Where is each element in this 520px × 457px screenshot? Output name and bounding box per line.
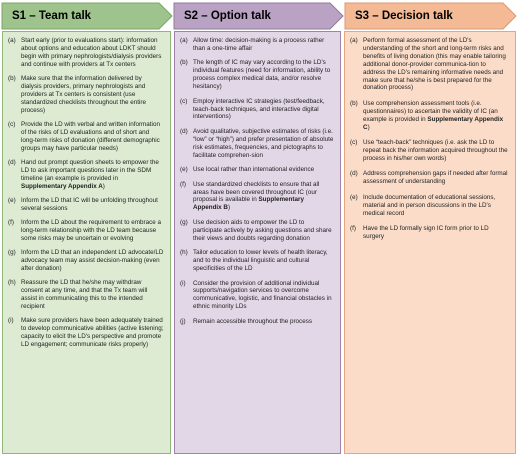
item-text <box>363 225 509 241</box>
item-text-main: Use decision aids to empower the LD to participate actively by asking questions and share their views and doubts regarding donation <box>193 218 332 242</box>
item-text <box>193 37 334 53</box>
appendix-reference: Supplementary Appendix B <box>193 196 304 212</box>
item-label: (e) <box>350 193 358 201</box>
s3-title: S3 – Decision talk <box>355 10 453 22</box>
s3-decision-talk-column <box>344 31 516 454</box>
item-label: (e) <box>8 196 16 204</box>
item-text-main: Employ interactive IC strategies (test/feedback, teach-back techniques, and interactive digital interventions) <box>193 97 325 121</box>
item-text-main: Perform formal assessment of the LD's understanding of the short and long-term risks and benefits of living donation (this may enable tailoring additional donor-provider communica-tion to address the LD's remaining informative needs and make sure that he/she is best prepared for the donation process) <box>363 37 506 92</box>
item-text-main: Use local rather than international evidence <box>193 166 315 174</box>
list-item <box>8 75 164 115</box>
item-text-main: Address comprehension gaps if needed after formal assessment of understanding <box>363 170 508 186</box>
list-item <box>180 59 334 91</box>
item-label: (c) <box>8 120 16 128</box>
list-item <box>180 280 334 312</box>
item-text-main: Remain accessible throughout the process <box>193 317 313 325</box>
s1-title: S1 – Team talk <box>12 10 92 22</box>
item-text-main: Hand out prompt question sheets to empower the LD to ask important questions later in the SDM timeline (an example is provided in <box>21 158 159 182</box>
item-text <box>21 279 164 311</box>
item-text-main: Use comprehension assessment tools (i.e. questionnaires) to ascertain the validity of IC (an example is provided in <box>363 99 498 123</box>
item-label: (c) <box>350 139 358 147</box>
item-text <box>193 59 334 91</box>
list-item <box>8 279 164 311</box>
item-text <box>21 219 164 243</box>
item-label: (b) <box>180 59 188 67</box>
item-text <box>363 37 509 92</box>
item-text-main: Use “teach-back” techniques (i.e. ask the LD to repeat back the information acquired throughout the process in his/her own words) <box>363 139 508 162</box>
item-text <box>21 317 164 349</box>
item-label: (a) <box>180 37 188 44</box>
item-label: (c) <box>180 97 188 105</box>
item-label: (d) <box>180 127 188 135</box>
item-text <box>363 139 509 163</box>
item-label: (f) <box>350 225 356 233</box>
item-label: (f) <box>8 219 14 227</box>
item-text-main: Reassure the LD that he/she may withdraw consent at any time, and that the Tx team will assist in communicating this to the intended recipient <box>21 279 148 311</box>
item-text <box>21 75 164 115</box>
item-text-main: Make sure providers have been adequately trained to develop communicative abilities (active listening; capacity to elicit the LD's perspective and promote LD engagement; communicate risks properly) <box>21 317 164 349</box>
list-item <box>8 121 164 153</box>
list-item <box>180 98 334 122</box>
list-item <box>8 159 164 191</box>
item-text-main: Inform the LD about the requirement to embrace a long-term relationship with the LD team because some risks may be uncertain or evolving <box>21 219 162 242</box>
item-label: (g) <box>180 218 188 226</box>
item-label: (g) <box>8 249 16 257</box>
item-text-main: Tailor education to lower levels of health literacy, and to the individual linguistic and cultural specificities of the LD <box>193 249 328 272</box>
item-text-main: Avoid qualitative, subjective estimates of risks (i.e. “low” or “high”) and prefer presentation of absolute risk estimates, frequencies, and pictographs to facilitate comprehen-sion <box>193 127 334 159</box>
list-item <box>350 100 509 132</box>
item-text <box>21 197 164 213</box>
item-label: (b) <box>8 75 16 83</box>
item-text <box>21 37 164 69</box>
list-item <box>8 249 164 273</box>
item-label: (e) <box>180 166 188 174</box>
item-label: (a) <box>350 37 358 44</box>
list-item <box>350 139 509 163</box>
item-label: (h) <box>8 279 16 287</box>
item-text-main: Include documentation of educational sessions, material and in person discussions in the LD's medical record <box>363 193 496 217</box>
item-label: (b) <box>350 99 358 107</box>
list-item <box>180 128 334 160</box>
list-item <box>8 197 164 213</box>
item-text <box>363 100 509 132</box>
item-label: (i) <box>8 317 14 325</box>
s2-option-talk-column <box>174 31 341 454</box>
item-text-after: ) <box>102 182 105 190</box>
item-label: (a) <box>8 37 16 44</box>
item-text-main: Have the LD formally sign IC form prior to LD surgery <box>363 225 489 241</box>
list-item <box>8 317 164 349</box>
item-text-main: Provide the LD with verbal and written information of the risks of LD evaluations and of short and long-term risks of donation (different demographic groups may have particular needs) <box>21 120 160 152</box>
item-text-main: The length of IC may vary according to the LD's individual features (need for information, ability to process complex medical data, and/or resolve hesitancy) <box>193 59 331 91</box>
item-text <box>193 98 334 122</box>
list-item <box>8 219 164 243</box>
list-item <box>180 249 334 273</box>
item-text <box>363 170 509 186</box>
item-text <box>21 159 164 191</box>
s1-team-talk-column <box>2 31 171 454</box>
item-text-main: Consider the provision of additional individual supports/navigation services to overcome communicative, logistic, and financial obstacles in ethnic minority LDs <box>193 279 332 311</box>
list-item <box>350 225 509 241</box>
item-text <box>363 194 509 218</box>
item-text <box>193 280 334 312</box>
item-text <box>193 249 334 273</box>
list-item <box>8 37 164 69</box>
list-item <box>350 194 509 218</box>
list-item <box>350 170 509 186</box>
appendix-reference: Supplementary Appendix A <box>21 182 103 190</box>
list-item <box>180 181 334 213</box>
item-text-main: Allow time: decision-making is a process rather than a one-time affair <box>193 37 325 52</box>
item-text-main: Use standardized checklists to ensure that all areas have been covered throughout IC (our proposal is available in <box>193 180 320 204</box>
item-text-after: ) <box>227 204 231 212</box>
item-text <box>193 181 334 213</box>
item-text <box>193 219 334 243</box>
s2-title: S2 – Option talk <box>184 10 271 22</box>
item-label: (d) <box>8 158 16 166</box>
item-text <box>21 249 164 273</box>
item-label: (i) <box>180 279 186 287</box>
item-text-main: Inform the LD that IC will be unfolding throughout several sessions <box>21 196 158 212</box>
appendix-reference: Supplementary Appendix C <box>363 115 504 131</box>
item-text <box>193 128 334 160</box>
item-text <box>21 121 164 153</box>
item-text-main: Inform the LD that an independent LD advocate/LD advocacy team may assist decision-making (even after donation) <box>21 249 164 273</box>
item-label: (j) <box>180 317 186 325</box>
item-label: (h) <box>180 249 188 257</box>
item-label: (d) <box>350 170 358 178</box>
item-text-after: ) <box>367 123 370 131</box>
item-text-main: Make sure that the information delivered by dialysis providers, primary nephrologists and providers at Tx centers is consistent (use standardized checklists throughout the entire process) <box>21 75 146 114</box>
list-item <box>180 219 334 243</box>
list-item <box>350 37 509 92</box>
item-text <box>193 318 334 326</box>
list-item <box>180 318 334 326</box>
item-text-main: Start early (prior to evaluations start): information about options and education about LDKT should begin with primary nephrologists/dialysis providers and continue with providers at Tx centers <box>21 37 162 68</box>
list-item <box>180 37 334 53</box>
list-item <box>180 166 334 174</box>
item-text <box>193 166 334 174</box>
item-label: (f) <box>180 180 186 188</box>
